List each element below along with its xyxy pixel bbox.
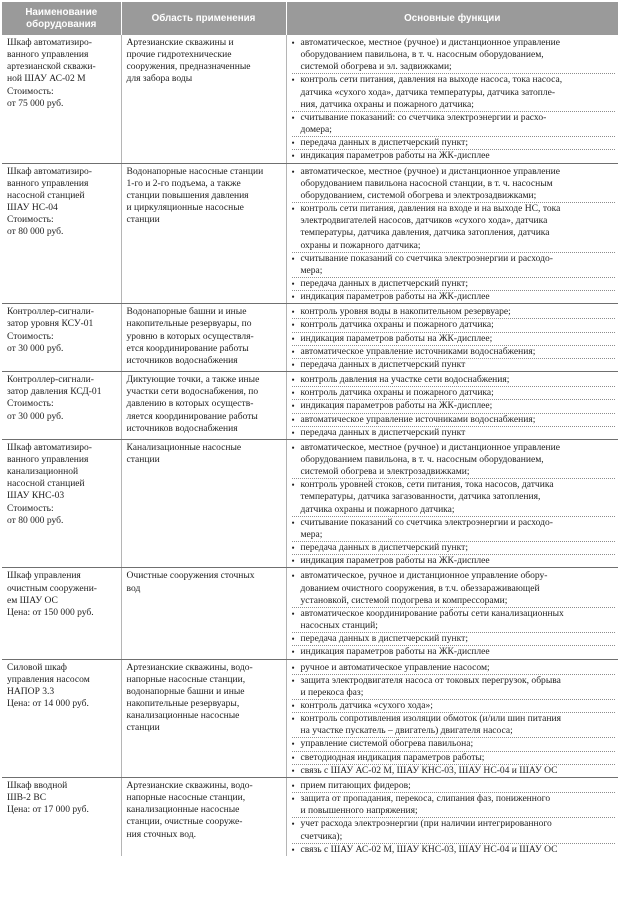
cell-text-line: • управление системой обогрева павильона; — [300, 738, 474, 750]
cell-text-line: • индикация параметров работы на ЖК-дисплее — [300, 555, 490, 567]
cell-text-line: затор уровня КСУ-01 — [7, 318, 94, 330]
functions-list — [292, 570, 616, 658]
cell-text-line: • автоматическое управление источниками водоснабжения; — [300, 345, 536, 357]
cell-text-line: • контроль сети питания, давления на выходе насоса, тока насоса, — [300, 74, 563, 86]
application-area-cell — [121, 372, 286, 440]
function-item — [292, 675, 616, 700]
function-item — [292, 112, 616, 137]
cell-text-line: • считывание показаний со счетчика электроэнергии и расходо- — [300, 516, 553, 528]
cell-text-line: ется координирование работы — [126, 342, 249, 354]
cell-text-line: прочие гидротехнические — [126, 49, 232, 61]
function-item — [292, 555, 616, 567]
cell-text-line: • индикация параметров работы на ЖК-дисплее; — [300, 400, 493, 412]
cell-text-line: вод — [126, 582, 141, 594]
functions-cell — [286, 439, 618, 568]
cell-text-line: участки сети водоснабжения, по — [126, 386, 259, 398]
cell-text-line: • передача данных в диспетчерский пункт; — [300, 542, 468, 554]
function-item — [292, 479, 616, 516]
function-item — [292, 414, 616, 427]
functions-cell — [286, 35, 618, 163]
cell-text-line: Стоимость: — [7, 85, 54, 97]
function-item — [292, 662, 616, 675]
cell-text-line: Силовой шкаф — [7, 661, 67, 673]
function-item — [292, 253, 616, 278]
cell-text-line: Очистные сооружения сточных — [126, 570, 255, 582]
cell-text-line: Артезианские скважины, водо- — [126, 661, 253, 673]
cell-text-line: насосных станций; — [300, 620, 378, 632]
functions-cell — [286, 372, 618, 440]
cell-text-line: домера; — [300, 124, 332, 136]
function-item — [292, 633, 616, 646]
cell-text-line: • передача данных в диспетчерский пункт; — [300, 277, 468, 289]
function-item — [292, 517, 616, 542]
functions-cell — [286, 777, 618, 855]
cell-text-line: от 80 000 руб. — [7, 514, 64, 526]
cell-text-line: установкой, системой подогрева и компрессорами; — [300, 594, 508, 606]
function-item — [292, 608, 616, 633]
cell-text-line: Стоимость: — [7, 502, 54, 514]
cell-text-line: станции — [126, 214, 160, 226]
functions-cell — [286, 568, 618, 659]
cell-text-line: • связь с ШАУ АС-02 М, ШАУ КНС-03, ШАУ НС-04 и ШАУ ОС — [300, 764, 558, 776]
cell-text-line: оборудованием павильона насосной станции, в т. ч. насосным — [300, 177, 553, 189]
equipment-name-cell — [2, 304, 121, 372]
function-item — [292, 374, 616, 387]
cell-text-line: накопительные резервуары, по — [126, 318, 252, 330]
cell-text-line: ния, датчика охраны и пожарного датчика; — [300, 98, 474, 110]
cell-text-line: • автоматическое координирование работы сети канализационных — [300, 607, 564, 619]
table-row — [2, 777, 618, 855]
cell-text-line: мера; — [300, 528, 323, 540]
application-area-cell — [121, 777, 286, 855]
cell-text-line: • передача данных в диспетчерский пункт — [300, 358, 466, 370]
cell-text-line: датчика «сухого хода», датчика температуры, датчика затопле- — [300, 86, 556, 98]
cell-text-line: канализационные насосные — [126, 804, 240, 816]
cell-text-line: от 30 000 руб. — [7, 410, 64, 422]
functions-list — [292, 780, 616, 856]
functions-list — [292, 166, 616, 304]
cell-text-line: станции — [126, 454, 160, 465]
application-area-cell — [121, 659, 286, 777]
cell-text-line: • автоматическое, местное (ручное) и дистанционное управление — [300, 441, 561, 453]
functions-cell — [286, 659, 618, 777]
cell-text-line: от 30 000 руб. — [7, 342, 64, 354]
cell-text-line: насосной станцией — [7, 189, 85, 201]
cell-text-line: Шкаф управления — [7, 570, 81, 582]
function-item — [292, 333, 616, 346]
cell-text-line: Стоимость: — [7, 214, 54, 226]
cell-text-line: • контроль датчика охраны и пожарного датчика; — [300, 319, 494, 331]
cell-text-line: • передача данных в диспетчерский пункт; — [300, 633, 468, 645]
application-area-cell — [121, 304, 286, 372]
table-row — [2, 35, 618, 163]
cell-text-line: • контроль сети питания, давления на входе и на выходе НС, тока — [300, 203, 561, 215]
function-item — [292, 646, 616, 658]
cell-text-line: Цена: от 14 000 руб. — [7, 697, 89, 709]
function-item — [292, 738, 616, 751]
cell-text-line: Стоимость: — [7, 398, 54, 410]
cell-text-line: напорные насосные станции, — [126, 673, 246, 685]
equipment-name-cell — [2, 372, 121, 440]
cell-text-line: Водонапорные башни и иные — [126, 306, 247, 318]
cell-text-line: Цена: от 17 000 руб. — [7, 804, 89, 816]
cell-text-line: от 80 000 руб. — [7, 226, 64, 238]
cell-text-line: ляется координирование работы — [126, 410, 258, 422]
cell-text-line: • контроль уровня воды в накопительном резервуаре; — [300, 306, 511, 318]
function-item — [292, 319, 616, 332]
cell-text-line: станции повышения давления — [126, 189, 249, 201]
cell-text-line: насосной станцией — [7, 478, 85, 490]
equipment-name-cell — [2, 35, 121, 163]
cell-text-line: накопительные резервуары, — [126, 697, 240, 709]
cell-text-line: • связь с ШАУ АС-02 М, ШАУ КНС-03, ШАУ НС-04 и ШАУ ОС — [300, 843, 558, 855]
function-item — [292, 166, 616, 203]
cell-text-line: станции — [126, 722, 160, 734]
function-item — [292, 400, 616, 413]
cell-text-line: ШАУ НС-04 — [7, 202, 58, 214]
functions-cell — [286, 163, 618, 304]
cell-text-line: ванного управления — [7, 177, 89, 189]
cell-text-line: • автоматическое, местное (ручное) и дистанционное управление — [300, 165, 561, 177]
cell-text-line: • контроль датчика охраны и пожарного датчика; — [300, 387, 494, 399]
cell-text-line: • контроль давления на участке сети водоснабжения; — [300, 374, 510, 386]
cell-text-line: ванного управления — [7, 49, 89, 61]
cell-text-line: сооружения, предназначенные — [126, 61, 251, 73]
cell-text-line: дованием очистного сооружения, в т.ч. обеззараживающей — [300, 582, 540, 594]
cell-text-line: мера; — [300, 264, 323, 276]
function-item — [292, 793, 616, 818]
function-item — [292, 713, 616, 738]
cell-text-line: канализационной — [7, 466, 79, 478]
cell-text-line: на участке пускатель – двигатель) двигателя насоса; — [300, 725, 513, 737]
cell-text-line: Цена: от 150 000 руб. — [7, 606, 94, 618]
cell-text-line: • автоматическое, местное (ручное) и дистанционное управление — [300, 37, 561, 48]
cell-text-line: • передача данных в диспетчерский пункт — [300, 426, 466, 438]
function-item — [292, 844, 616, 856]
cell-text-line: • ручное и автоматическое управление насосом; — [300, 661, 490, 673]
function-item — [292, 765, 616, 777]
header-name-column: Наименование оборудования — [2, 2, 121, 35]
table-row — [2, 163, 618, 304]
function-item — [292, 291, 616, 303]
function-item — [292, 278, 616, 291]
cell-text-line: управления насосом — [7, 673, 90, 685]
cell-text-line: • учет расхода электроэнергии (при наличии интегрированного — [300, 818, 552, 830]
function-item — [292, 137, 616, 150]
cell-text-line: и повышенного напряжения; — [300, 805, 418, 817]
cell-text-line: от 75 000 руб. — [7, 97, 64, 109]
equipment-name-cell — [2, 568, 121, 659]
cell-text-line: 1-го и 2-го подъема, а также — [126, 177, 241, 189]
table-body — [2, 35, 618, 856]
cell-text-line: • контроль датчика «сухого хода»; — [300, 699, 433, 711]
cell-text-line: Артезианские скважины и — [126, 37, 234, 48]
cell-text-line: • защита от пропадания, перекоса, слипания фаз, пониженного — [300, 793, 551, 805]
cell-text-line: источников водоснабжения — [126, 422, 238, 434]
cell-text-line: • считывание показаний: со счетчика электроэнергии и расхо- — [300, 111, 547, 123]
function-item — [292, 442, 616, 479]
cell-text-line: системой обогрева и электрозадвижками; — [300, 466, 470, 478]
cell-text-line: ем ШАУ ОС — [7, 594, 58, 606]
functions-list — [292, 374, 616, 439]
table-row — [2, 372, 618, 440]
cell-text-line: • прием питающих фидеров; — [300, 779, 411, 791]
cell-text-line: источников водоснабжения — [126, 354, 238, 366]
function-item — [292, 306, 616, 319]
cell-text-line: • контроль сопротивления изоляции обмоток (и/или шин питания — [300, 713, 561, 725]
cell-text-line: Артезианские скважины, водо- — [126, 779, 253, 791]
cell-text-line: станции, очистные сооруже- — [126, 816, 243, 828]
cell-text-line: Шкаф автоматизиро- — [7, 441, 92, 453]
cell-text-line: водонапорные башни и иные — [126, 685, 245, 697]
equipment-name-cell — [2, 163, 121, 304]
cell-text-line: напорные насосные станции, — [126, 792, 246, 804]
cell-text-line: • считывание показаний со счетчика электроэнергии и расходо- — [300, 252, 553, 264]
function-item — [292, 387, 616, 400]
cell-text-line: Шкаф автоматизиро- — [7, 165, 92, 177]
cell-text-line: • автоматическое управление источниками водоснабжения; — [300, 413, 536, 425]
function-item — [292, 818, 616, 843]
cell-text-line: очистным сооружени- — [7, 582, 97, 594]
cell-text-line: оборудованием павильона, в т. ч. насосным оборудованием, — [300, 454, 544, 465]
application-area-cell — [121, 568, 286, 659]
cell-text-line: • автоматическое, ручное и дистанционное управление обору- — [300, 570, 548, 582]
cell-text-line: электродвигателей насосов, датчиков «сухого хода», датчика — [300, 215, 548, 227]
equipment-table — [2, 2, 618, 856]
functions-list — [292, 442, 616, 568]
function-item — [292, 752, 616, 765]
cell-text-line: канализационные насосные — [126, 710, 240, 722]
cell-text-line: ШВ-2 ВС — [7, 792, 47, 804]
application-area-cell — [121, 163, 286, 304]
cell-text-line: Канализационные насосные — [126, 441, 242, 453]
cell-text-line: охраны и пожарного датчика; — [300, 239, 421, 251]
cell-text-line: давлению в которых осуществ- — [126, 398, 254, 410]
cell-text-line: ванного управления — [7, 454, 89, 465]
cell-text-line: оборудованием, системой обогрева и электрозадвижками; — [300, 189, 537, 201]
cell-text-line: • индикация параметров работы на ЖК-дисплее — [300, 150, 490, 162]
cell-text-line: • светодиодная индикация параметров работы; — [300, 751, 485, 763]
cell-text-line: датчика охраны и пожарного датчика; — [300, 503, 455, 515]
header-row — [2, 2, 618, 35]
cell-text-line: Шкаф автоматизиро- — [7, 37, 92, 48]
cell-text-line: счетчика); — [300, 830, 343, 842]
cell-text-line: • контроль уровней стоков, сети питания, тока насосов, датчика — [300, 479, 554, 491]
cell-text-line: ной ШАУ АС-02 М — [7, 73, 86, 85]
function-item — [292, 570, 616, 607]
equipment-name-cell — [2, 659, 121, 777]
header-area-column: Область применения — [121, 2, 286, 35]
equipment-name-cell — [2, 439, 121, 568]
cell-text-line: ШАУ КНС-03 — [7, 490, 65, 502]
cell-text-line: Водонапорные насосные станции — [126, 165, 264, 177]
cell-text-line: артезианской скважи- — [7, 61, 96, 73]
functions-list — [292, 37, 616, 163]
cell-text-line: Стоимость: — [7, 330, 54, 342]
function-item — [292, 150, 616, 162]
cell-text-line: температуры, датчика давления, датчика затопления, датчика — [300, 227, 550, 239]
table-row — [2, 568, 618, 659]
cell-text-line: • индикация параметров работы на ЖК-дисплее — [300, 291, 490, 303]
cell-text-line: уровню в которых осуществля- — [126, 330, 254, 342]
function-item — [292, 37, 616, 74]
table-row — [2, 659, 618, 777]
function-item — [292, 542, 616, 555]
cell-text-line: НАПОР 3.3 — [7, 685, 55, 697]
function-item — [292, 427, 616, 439]
cell-text-line: оборудованием павильона, в т. ч. насосным оборудованием, — [300, 49, 544, 61]
cell-text-line: • защита электродвигателя насоса от токовых перегрузок, обрыва — [300, 674, 561, 686]
function-item — [292, 203, 616, 253]
functions-cell — [286, 304, 618, 372]
cell-text-line: для забора воды — [126, 73, 193, 85]
functions-list — [292, 306, 616, 371]
cell-text-line: системой обогрева и эл. задвижками; — [300, 61, 452, 73]
cell-text-line: Контроллер-сигнали- — [7, 374, 94, 386]
cell-text-line: и циркуляционные насосные — [126, 202, 244, 214]
cell-text-line: Контроллер-сигнали- — [7, 306, 94, 318]
table-row — [2, 439, 618, 568]
function-item — [292, 359, 616, 371]
equipment-name-cell — [2, 777, 121, 855]
cell-text-line: ния сточных вод. — [126, 828, 196, 840]
function-item — [292, 346, 616, 359]
cell-text-line: • передача данных в диспетчерский пункт; — [300, 137, 468, 149]
cell-text-line: Диктующие точки, а также иные — [126, 374, 260, 386]
cell-text-line: температуры, датчика загазованности, датчика затопления, — [300, 491, 541, 503]
application-area-cell — [121, 35, 286, 163]
header-functions-column: Основные функции — [286, 2, 618, 35]
cell-text-line: затор давления КСД-01 — [7, 386, 102, 398]
functions-list — [292, 662, 616, 777]
function-item — [292, 74, 616, 111]
cell-text-line: • индикация параметров работы на ЖК-дисплее — [300, 646, 490, 658]
table-row — [2, 304, 618, 372]
application-area-cell — [121, 439, 286, 568]
function-item — [292, 700, 616, 713]
cell-text-line: Шкаф вводной — [7, 779, 68, 791]
cell-text-line: • индикация параметров работы на ЖК-дисплее; — [300, 332, 493, 344]
function-item — [292, 780, 616, 793]
cell-text-line: и перекоса фаз; — [300, 686, 364, 698]
